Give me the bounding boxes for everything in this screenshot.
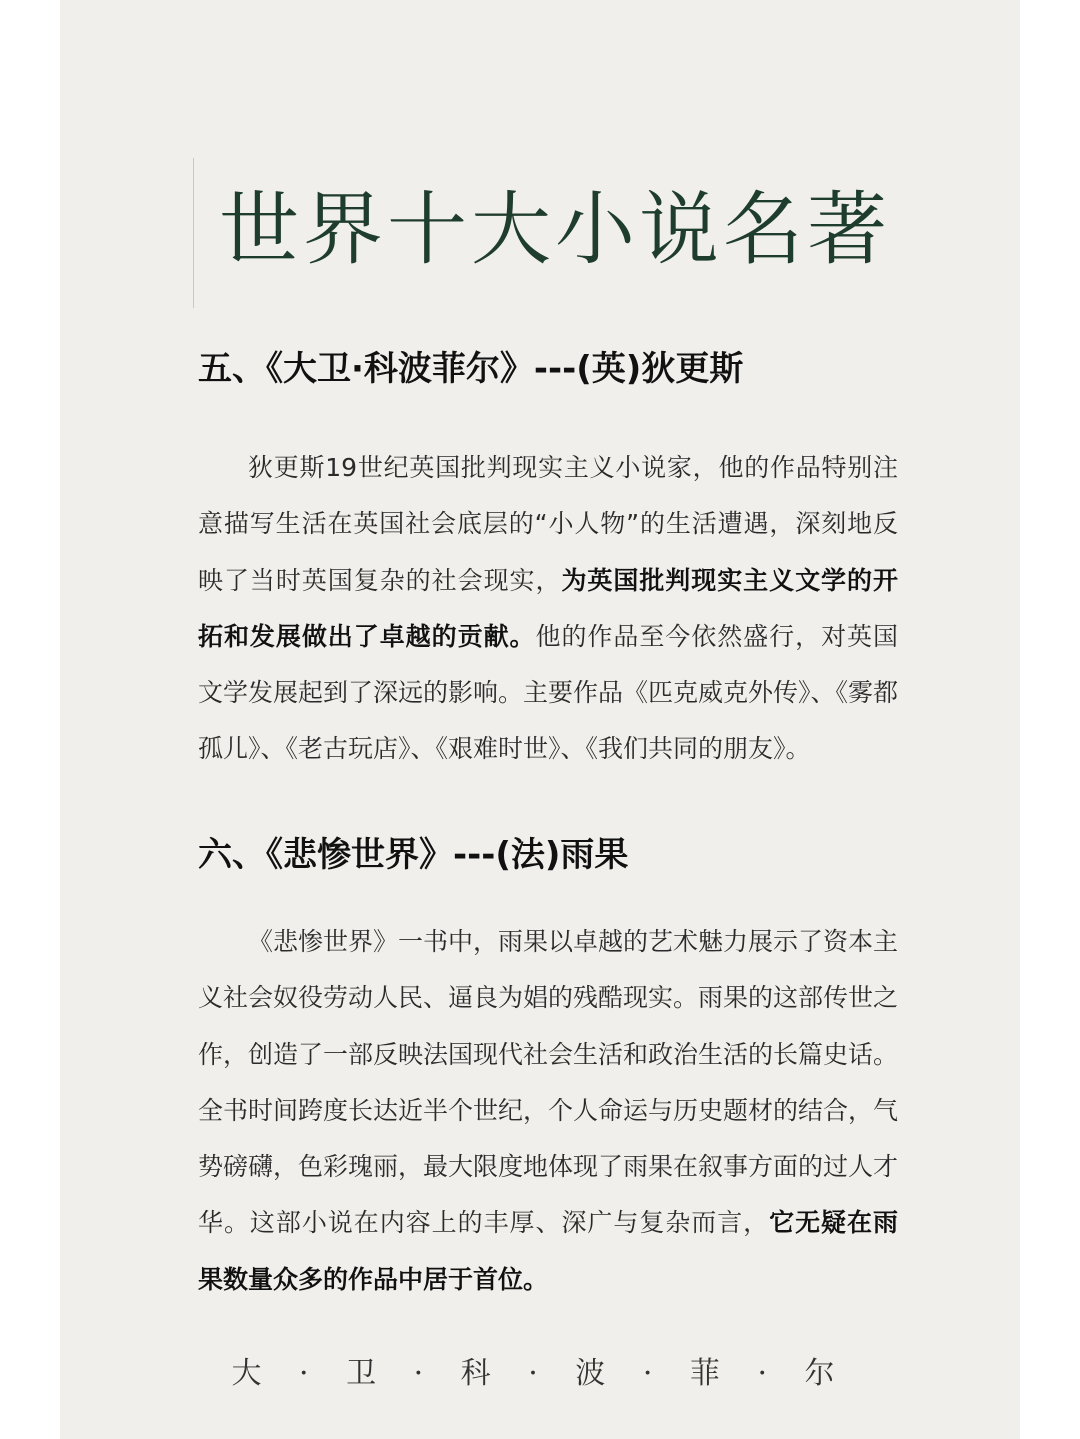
paragraph-text: 《悲惨世界》一书中，雨果以卓越的艺术魅力展示了资本主义社会奴役劳动人民、逼良为娼的残酷现实。雨果的这部传世之作，创造了一部反映法国现代社会生活和政治生活的长篇史话。全书时间跨度长达近半个世纪，个人命运与历史题材的结合，气势磅礴，色彩瑰丽，最大限度地体现了雨果在叙事方面的过人才华。这部小说在内容上的丰厚、深广与复杂而言，: [198, 927, 899, 1238]
paragraph-bold-text: 它无疑在雨果数量众多的作品中居于首位。: [198, 1208, 898, 1294]
paragraph-text: 他的作品至今依然盛行，对英国文学发展起到了深远的影响。主要作品《匹克威克外传》、《雾都孤儿》、《老古玩店》、《艰难时世》、《我们共同的朋友》。: [198, 621, 899, 764]
section-les-miserables: [198, 830, 898, 1308]
section-david-copperfield: [198, 344, 898, 778]
section-heading: 五、《大卫·科波菲尔》---(英)狄更斯: [198, 349, 744, 389]
section-paragraph: [198, 914, 898, 1308]
paragraph-text: 狄更斯19世纪英国批判现实主义小说家，他的作品特别注意描写生活在英国社会底层的“小人物”的生活遭遇，深刻地反映了当时英国复杂的社会现实，: [198, 453, 898, 595]
section-paragraph: [198, 440, 898, 778]
footer-caption: 大 · 卫 · 科 · 波 · 菲 · 尔: [231, 1356, 849, 1391]
page-title: 世界十大小说名著: [219, 183, 891, 276]
page: [60, 0, 1020, 1439]
section-heading: 六、《悲惨世界》---(法)雨果: [198, 835, 629, 875]
paragraph-bold-text: 为英国批判现实主义文学的开拓和发展做出了卓越的贡献。: [198, 565, 898, 651]
